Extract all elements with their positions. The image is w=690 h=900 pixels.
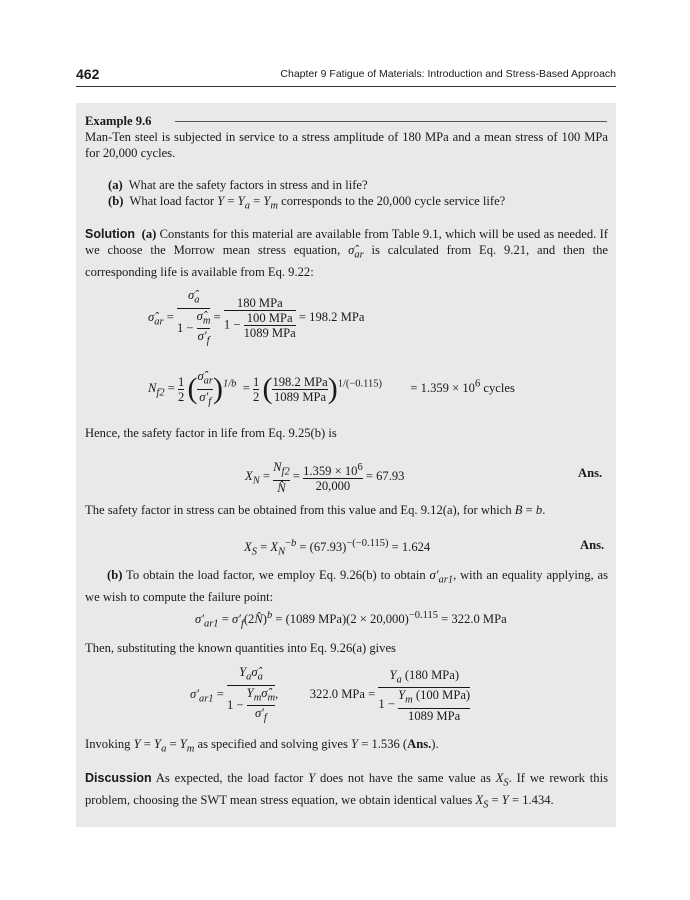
equation-xs: $X_S = X_N^{-b} = (67.93)^{-(-0.115)} = 1.624$ <box>244 538 431 558</box>
example-statement: Man-Ten steel is subjected in service to a stress amplitude of 180 MPa and a mean stress of 100 MPa for 20,000 cycles. <box>85 130 608 160</box>
header-rule <box>76 86 616 87</box>
question-a: (a) What are the safety factors in stress and in life? <box>108 178 368 192</box>
solution-paragraph-2: Hence, the safety factor in life from Eq. 9.25(b) is <box>85 426 337 440</box>
equation-sigma-ar1: $\sigma'_{ar1}$ = $\sigma'_f(2N̂)^b = (1089$ $MPa)(2 \times 20,000)^{-0.115} = 322.0$ MPa <box>195 610 507 630</box>
solution-paragraph-4: (b) To obtain the load factor, we employ Eq. 9.26(b) to obtain $\sigma'_{ar1}$, with an equality applying, as we wish to compute the failure point: <box>85 568 608 604</box>
discussion-paragraph: Discussion As expected, the load factor Y does not have the same value as $X_S$. If we rework this problem, choosing the SWT mean stress equation, we obtain identical values $X_S = Y = 1.434$. <box>85 771 608 811</box>
equation-load-factor: $\sigma'_{ar1}$ = $Y_a\sigmâ_a$ 1 − $\frac{Y_m\sigmâ_m}{\sigma'_f}$ , 322.0 MPa = $Y_a$ (180 MPa) 1 − $\frac{Y_m (100 MPa)}{\text{1089 MPa}}$ <box>190 665 471 724</box>
solution-paragraph-3: The safety factor in stress can be obtained from this value and Eq. 9.12(a), for which B = b. <box>85 503 546 517</box>
question-b: (b) What load factor $Y = Y_a = Y_m$ corresponds to the 20,000 cycle service life? <box>108 194 506 212</box>
example-title-rule <box>175 121 607 122</box>
solution-paragraph-5: Then, substituting the known quantities into Eq. 9.26(a) gives <box>85 641 396 655</box>
equation-life-nf2: $N_{f2}$ = $\frac{1}{2}$ ( $\frac{\sigmâ_{ar}}{\sigma'_f}$ )$^{1/b}$ = $\frac{1}{2}$ ( $\frac{\text{198.2 MPa}}{\text{1089 MPa}}$ )$^{1/(-0.115)}$ = $1.359 \times 10^6$ cycles <box>148 369 515 408</box>
solution-paragraph-6: Invoking $Y = Y_a = Y_m$ as specified and solving gives Y = 1.536 (Ans.). <box>85 737 439 755</box>
chapter-title: Chapter 9 Fatigue of Materials: Introduction and Stress-Based Approach <box>280 68 616 80</box>
running-header <box>76 66 616 86</box>
page-number: 462 <box>76 66 100 82</box>
answer-label-xs: Ans. <box>580 538 605 552</box>
solution-paragraph-1: Solution (a) Constants for this material are available from Table 9.1, which will be used as needed. If we choose the Morrow mean stress equation, $\sigmâ_{ar}$ is calculated from Eq. 9.21, and then the corresponding life is available from Eq. 9.22: <box>85 227 609 279</box>
example-title: Example 9.6 <box>85 114 152 128</box>
discussion-heading: Discussion <box>85 771 152 785</box>
equation-xn: $X_N$ = $\frac{N_{f2}}{N̂}$ = $\frac{1.359 \times 10^6}{20,000}$ = 67.93 <box>245 460 405 495</box>
answer-label-xn: Ans. <box>578 466 603 480</box>
solution-heading: Solution <box>85 227 135 241</box>
equation-sigma-ar: $\sigmâ_{ar}$ = $\sigmâ_a$ 1 − $\frac{\sigmâ_m}{\sigma'_f}$ = 180 MPa 1 − $\frac{\text{100 MPa}}{\text{1089 MPa}}$ = 198.2 MPa <box>148 288 365 347</box>
